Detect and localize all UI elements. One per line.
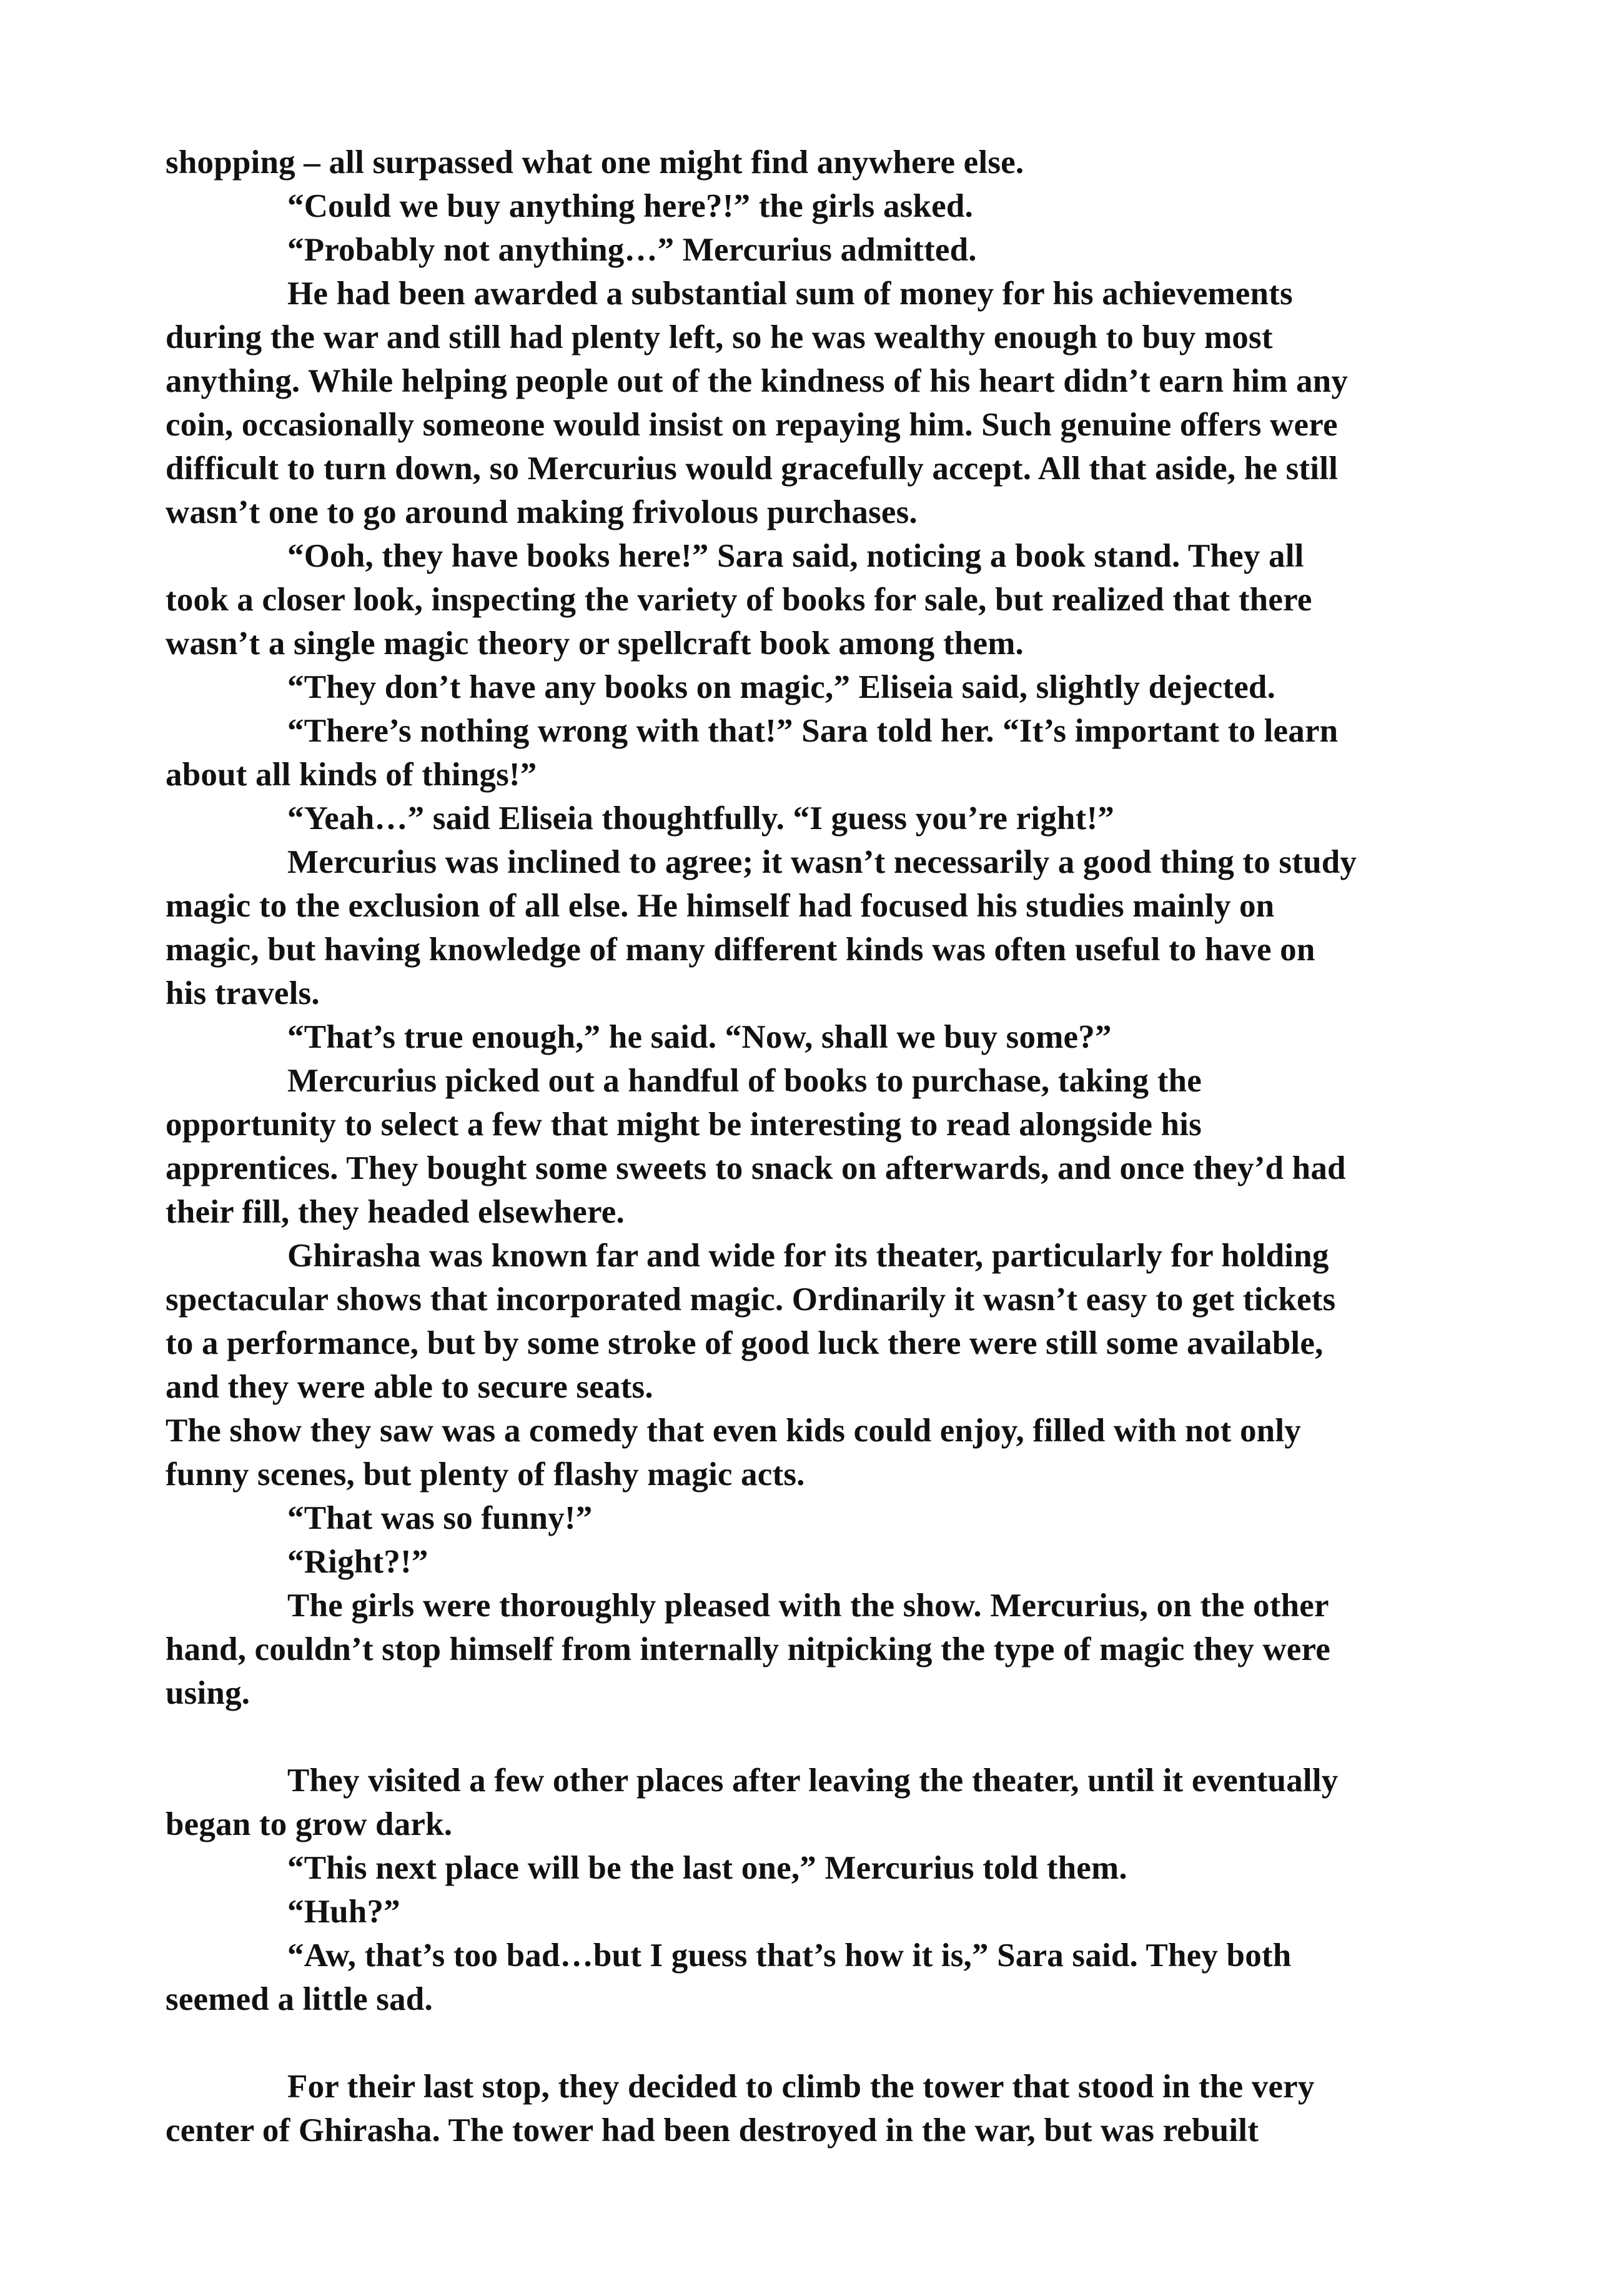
text-line: magic to the exclusion of all else. He himself had focused his studies mainly on <box>166 888 1275 924</box>
text-line: difficult to turn down, so Mercurius would gracefully accept. All that aside, he still <box>166 450 1339 487</box>
text-line: using. <box>166 1675 250 1711</box>
text-line: hand, couldn’t stop himself from internally nitpicking the type of magic they were <box>166 1631 1331 1667</box>
paragraph-first-line: “That’s true enough,” he said. “Now, shall we buy some?” <box>287 1019 1112 1055</box>
text-line: took a closer look, inspecting the variety of books for sale, but realized that there <box>166 582 1312 618</box>
paragraph-first-line: For their last stop, they decided to climb the tower that stood in the very <box>287 2069 1315 2105</box>
paragraph-first-line: “This next place will be the last one,” Mercurius told them. <box>287 1850 1127 1886</box>
paragraph-first-line: “They don’t have any books on magic,” Eliseia said, slightly dejected. <box>287 669 1276 705</box>
text-line: anything. While helping people out of the kindness of his heart didn’t earn him any <box>166 363 1349 399</box>
paragraph-first-line: “There’s nothing wrong with that!” Sara told her. “It’s important to learn <box>287 713 1339 749</box>
text-line: seemed a little sad. <box>166 1981 433 2017</box>
text-line: The show they saw was a comedy that even kids could enjoy, filled with not only <box>166 1413 1301 1449</box>
paragraph-first-line: “Huh?” <box>287 1894 400 1930</box>
text-line: apprentices. They bought some sweets to snack on afterwards, and once they’d had <box>166 1150 1346 1186</box>
paragraph-first-line: “Right?!” <box>287 1544 428 1580</box>
text-line: and they were able to secure seats. <box>166 1369 653 1405</box>
paragraph-first-line: Mercurius was inclined to agree; it wasn’t necessarily a good thing to study <box>287 844 1357 880</box>
text-line: wasn’t one to go around making frivolous purchases. <box>166 494 918 530</box>
paragraph-first-line: Ghirasha was known far and wide for its theater, particularly for holding <box>287 1238 1329 1274</box>
text-line: magic, but having knowledge of many different kinds was often useful to have on <box>166 932 1315 968</box>
text-line: coin, occasionally someone would insist on repaying him. Such genuine offers were <box>166 407 1338 443</box>
text-line: spectacular shows that incorporated magic. Ordinarily it wasn’t easy to get tickets <box>166 1281 1336 1318</box>
text-line: center of Ghirasha. The tower had been destroyed in the war, but was rebuilt <box>166 2112 1259 2149</box>
paragraph-first-line: Mercurius picked out a handful of books to purchase, taking the <box>287 1063 1202 1099</box>
text-line: began to grow dark. <box>166 1806 453 1842</box>
paragraph-first-line: They visited a few other places after leaving the theater, until it eventually <box>287 1762 1339 1799</box>
text-line: his travels. <box>166 975 320 1011</box>
text-line: shopping – all surpassed what one might find anywhere else. <box>166 144 1024 181</box>
text-line: their fill, they headed elsewhere. <box>166 1194 625 1230</box>
paragraph-first-line: “Aw, that’s too bad…but I guess that’s how it is,” Sara said. They both <box>287 1937 1292 1974</box>
text-line: opportunity to select a few that might be interesting to read alongside his <box>166 1106 1202 1143</box>
text-line: funny scenes, but plenty of flashy magic acts. <box>166 1456 805 1493</box>
paragraph-first-line: “That was so funny!” <box>287 1500 593 1536</box>
paragraph-first-line: He had been awarded a substantial sum of money for his achievements <box>287 276 1293 312</box>
paragraph-first-line: “Yeah…” said Eliseia thoughtfully. “I guess you’re right!” <box>287 800 1114 837</box>
text-line: to a performance, but by some stroke of good luck there were still some available, <box>166 1325 1324 1361</box>
paragraph-first-line: “Probably not anything…” Mercurius admitted. <box>287 232 977 268</box>
paragraph-first-line: “Could we buy anything here?!” the girls asked. <box>287 188 973 224</box>
paragraph-first-line: “Ooh, they have books here!” Sara said, noticing a book stand. They all <box>287 538 1304 574</box>
paragraph-first-line: The girls were thoroughly pleased with the show. Mercurius, on the other <box>287 1588 1329 1624</box>
text-line: during the war and still had plenty left, so he was wealthy enough to buy most <box>166 319 1273 355</box>
text-line: about all kinds of things!” <box>166 757 537 793</box>
text-line: wasn’t a single magic theory or spellcraft book among them. <box>166 625 1024 662</box>
